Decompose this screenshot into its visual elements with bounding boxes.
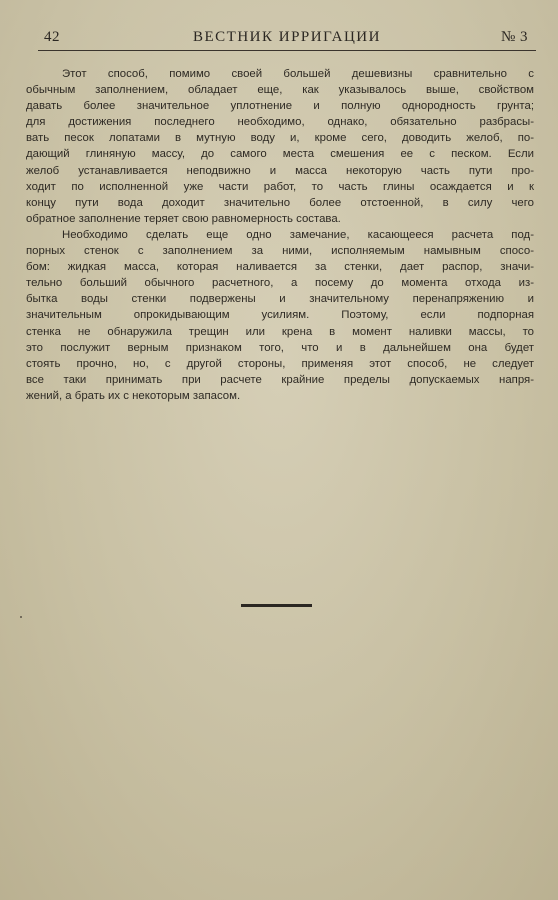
text-line: все таки принимать при расчете крайние пределы допускаемых напря- [26, 373, 534, 386]
text-line: Этот способ, помимо своей большей дешевизны сравнительно с [62, 68, 534, 80]
text-line: значительным опрокидывающим усилиям. Поэтому, если подпорная [26, 309, 534, 322]
text-line: Необходимо сделать еще одно замечание, касающееся расчета под- [62, 228, 534, 241]
issue-number: № 3 [500, 29, 528, 45]
page-number: 42 [44, 29, 60, 45]
text-line: концу пути вода доходит значительно более отстоенной, в силу чего [26, 196, 534, 209]
journal-title: ВЕСТНИК ИРРИГАЦИИ [193, 29, 381, 45]
paragraph-1 [26, 66, 534, 227]
article-body [26, 66, 534, 404]
text-line: порных стенок с заполнением за ними, исполняемым намывным спосо- [26, 245, 534, 258]
paragraph-2 [26, 227, 534, 404]
text-line: стоять прочно, но, с другой стороны, применяя этот способ, не следует [26, 357, 534, 370]
text-line: для достижения последнего необходимо, однако, обязательно разбрасы- [26, 116, 534, 129]
text-line: ходит по исполненной уже части работ, то часть глины осаждается и к [26, 180, 534, 193]
text-line: обычным заполнением, обладает еще, как указывалось выше, свойством [26, 84, 534, 97]
section-end-rule [241, 604, 312, 607]
text-line: желоб устанавливается неподвижно и масса некоторую часть пути про- [26, 164, 534, 177]
text-line: бытка воды стенки подвержены и значительному перенапряжению и [26, 293, 534, 306]
paper-speck [20, 616, 22, 618]
text-line: давать более значительное уплотнение и полную однородность грунта; [26, 100, 534, 113]
text-line: дающий глиняную массу, до самого места смешения ее с песком. Если [26, 148, 534, 161]
text-line: вать песок лопатами в мутную воду и, кроме сего, доводить желоб, по- [26, 132, 534, 145]
running-header [38, 28, 536, 51]
text-line: стенка не обнаружила трещин или крена в момент наливки массы, то [26, 325, 534, 338]
text-line: обратное заполнение теряет свою равномерность состава. [26, 212, 341, 225]
text-line: это послужит верным признаком того, что и в дальнейшем она будет [26, 341, 534, 354]
text-line: тельно больший обычного расчетного, а посему до момента отхода из- [26, 277, 534, 290]
text-line: бом: жидкая масса, которая наливается за стенки, дает распор, значи- [26, 261, 534, 274]
text-line: жений, а брать их с некоторым запасом. [26, 389, 241, 402]
